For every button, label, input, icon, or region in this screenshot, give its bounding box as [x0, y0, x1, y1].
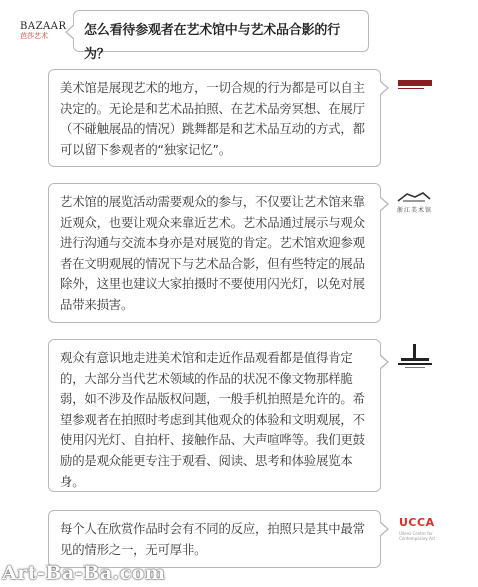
bazaar-logo-text: BAZAAR — [20, 21, 67, 32]
answer-text-2: 艺术馆的展览活动需要观众的参与，不仅要让艺术馆来靠近观众，也要让观众来靠近艺术。艺术品通过展示与观众进行沟通与交流本身亦是对展览的肯定。艺术馆欢迎参观者在文明观展的情况下与艺术品合影，但有些特定的展品除外，这里也建议大家拍摄时不要使用闪光灯，以免对展品带来损害。 — [60, 194, 365, 312]
ucca-logo-text: UCCA — [399, 516, 435, 529]
bubble-tail — [65, 24, 74, 40]
answer-text-4: 每个人在欣赏作品时会有不同的反应，拍照只是其中最常见的情形之一，无可厚非。 — [60, 521, 365, 557]
bazaar-logo-sub: 芭莎艺术 — [20, 32, 48, 40]
question-bubble — [73, 10, 369, 62]
zhejiang-logo-text: 浙江美术馆 — [397, 207, 433, 214]
shanghai-museum-logo — [397, 343, 433, 375]
museum-roof-icon — [397, 191, 431, 203]
answer-bubble-1 — [48, 69, 381, 167]
answer-text-1: 美术馆是展现艺术的地方，一切合规的行为都是可以自主决定的。无论是和艺术品拍照、在艺术品旁冥想、在展厅（不碰触展品的情况）跳舞都是和艺术品互动的方式，都可以留下参观者的“独家记忆”。 — [60, 80, 365, 157]
answer-bubble-3 — [48, 339, 381, 492]
zhejiang-art-museum-logo — [397, 188, 435, 215]
ucca-logo-sub: Ullens Center for Contemporary Art — [399, 531, 436, 541]
bubble-tail — [380, 354, 389, 370]
bubble-tail — [380, 196, 389, 212]
bazaar-logo — [20, 21, 67, 41]
answer-text-3: 观众有意识地走进美术馆和走近作品观看都是值得肯定的，大部分当代艺术领域的作品的状况不像文物那样脆弱，如不涉及作品版权问题，一般手机拍照是允许的。希望参观者在拍照时考虑到其他观众的体验和文明观展，不使用闪光灯、自拍杆、接触作品、大声喧哗等。我们更鼓励的是观众能更专注于观看、阅读、思考和体验展览本身。 — [60, 350, 365, 489]
bubble-tail — [380, 521, 389, 537]
bubble-tail — [380, 80, 389, 96]
museum-pillar-icon — [397, 343, 433, 371]
question-text: 怎么看待参观者在艺术馆中与艺术品合影的行为？ — [84, 23, 341, 62]
watermark: Art-Ba-Ba.com — [2, 562, 166, 584]
answer-bubble-2 — [48, 183, 381, 323]
answer-bubble-4 — [48, 510, 381, 568]
ucca-logo — [399, 517, 439, 541]
red-bar-logo — [398, 80, 432, 89]
